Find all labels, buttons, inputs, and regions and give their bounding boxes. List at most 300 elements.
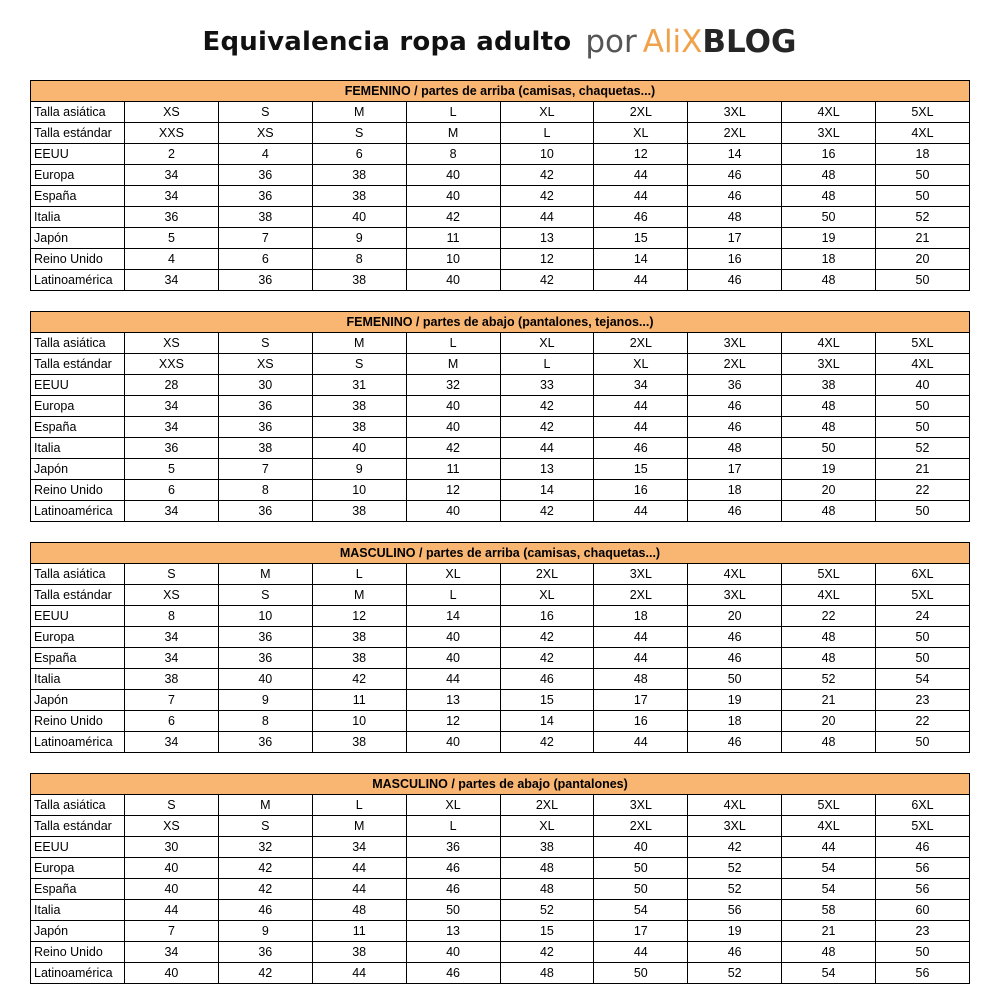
size-cell: 22 (782, 606, 876, 627)
size-cell: 36 (125, 207, 219, 228)
size-cell: 44 (594, 396, 688, 417)
size-cell: 38 (312, 396, 406, 417)
size-cell: 58 (782, 900, 876, 921)
size-cell: 42 (218, 963, 312, 984)
size-cell: 46 (876, 837, 970, 858)
size-cell: 44 (594, 165, 688, 186)
size-cell: 36 (218, 165, 312, 186)
size-cell: 34 (312, 837, 406, 858)
size-cell: 14 (500, 480, 594, 501)
row-label: Reino Unido (31, 480, 125, 501)
table-row (31, 459, 970, 480)
size-cell: 6XL (876, 564, 970, 585)
table-row (31, 711, 970, 732)
size-cell: 18 (782, 249, 876, 270)
size-cell: XXS (125, 123, 219, 144)
table-row (31, 438, 970, 459)
table-masculino-abajo (30, 773, 970, 984)
size-cell: 2XL (688, 354, 782, 375)
size-cell: 44 (782, 837, 876, 858)
row-label: Reino Unido (31, 942, 125, 963)
size-cell: S (218, 816, 312, 837)
size-cell: XL (594, 354, 688, 375)
size-cell: XS (125, 102, 219, 123)
size-cell: 34 (125, 165, 219, 186)
table-row (31, 963, 970, 984)
size-cell: M (406, 354, 500, 375)
size-cell: 40 (125, 858, 219, 879)
size-cell: L (312, 795, 406, 816)
table-row (31, 165, 970, 186)
size-cell: 5XL (876, 102, 970, 123)
size-cell: 9 (312, 459, 406, 480)
size-cell: 5XL (876, 816, 970, 837)
size-cell: 48 (782, 186, 876, 207)
row-label: Europa (31, 165, 125, 186)
size-cell: 36 (218, 186, 312, 207)
alixblog-logo (585, 24, 796, 60)
size-cell: 15 (500, 921, 594, 942)
row-label: Talla asiática (31, 564, 125, 585)
table-femenino-abajo (30, 311, 970, 522)
size-cell: L (406, 102, 500, 123)
table-row (31, 564, 970, 585)
table-row (31, 837, 970, 858)
table-row (31, 585, 970, 606)
size-cell: 34 (594, 375, 688, 396)
size-cell: M (406, 123, 500, 144)
size-cell: 54 (594, 900, 688, 921)
size-cell: 54 (876, 669, 970, 690)
row-label: Italia (31, 207, 125, 228)
size-cell: 28 (125, 375, 219, 396)
size-cell: 40 (406, 186, 500, 207)
size-cell: 4XL (688, 564, 782, 585)
size-cell: 36 (218, 627, 312, 648)
table-row (31, 795, 970, 816)
table-row (31, 123, 970, 144)
size-cell: 20 (688, 606, 782, 627)
table-row (31, 270, 970, 291)
size-cell: 4XL (876, 123, 970, 144)
size-cell: M (312, 333, 406, 354)
table-row (31, 858, 970, 879)
table-masculino-arriba (30, 542, 970, 753)
row-label: Talla asiática (31, 333, 125, 354)
size-cell: 18 (688, 480, 782, 501)
size-cell: 40 (406, 165, 500, 186)
size-cell: 42 (218, 879, 312, 900)
size-cell: 44 (594, 417, 688, 438)
size-cell: 38 (312, 186, 406, 207)
size-cell: 5XL (876, 333, 970, 354)
table-row (31, 879, 970, 900)
size-cell: 46 (500, 669, 594, 690)
size-cell: L (406, 816, 500, 837)
size-cell: 40 (406, 627, 500, 648)
size-cell: 40 (406, 270, 500, 291)
row-label: Latinoamérica (31, 270, 125, 291)
size-cell: 50 (876, 270, 970, 291)
size-cell: 20 (876, 249, 970, 270)
table-row (31, 501, 970, 522)
size-cell: 38 (500, 837, 594, 858)
size-cell: 46 (218, 900, 312, 921)
table-row (31, 249, 970, 270)
size-cell: 7 (125, 690, 219, 711)
size-cell: 44 (406, 669, 500, 690)
size-cell: 44 (125, 900, 219, 921)
size-cell: 5 (125, 228, 219, 249)
size-cell: 38 (312, 165, 406, 186)
size-cell: 10 (312, 711, 406, 732)
row-label: Europa (31, 627, 125, 648)
size-cell: 46 (594, 438, 688, 459)
row-label: Latinoamérica (31, 963, 125, 984)
row-label: Talla asiática (31, 795, 125, 816)
size-cell: 3XL (782, 123, 876, 144)
size-cell: 38 (312, 732, 406, 753)
size-cell: 24 (876, 606, 970, 627)
size-cell: 56 (688, 900, 782, 921)
size-cell: 46 (406, 879, 500, 900)
size-cell: M (218, 795, 312, 816)
size-cell: 34 (125, 417, 219, 438)
size-cell: 5XL (876, 585, 970, 606)
size-cell: 8 (125, 606, 219, 627)
size-cell: 52 (876, 207, 970, 228)
size-cell: 2XL (688, 123, 782, 144)
size-cell: 38 (218, 438, 312, 459)
page-header (0, 20, 999, 64)
table-row (31, 417, 970, 438)
size-cell: 46 (688, 270, 782, 291)
size-cell: 17 (594, 921, 688, 942)
size-cell: 40 (406, 396, 500, 417)
size-cell: 38 (218, 207, 312, 228)
size-cell: 40 (218, 669, 312, 690)
table-row (31, 207, 970, 228)
size-cell: 21 (876, 459, 970, 480)
row-label: EEUU (31, 144, 125, 165)
size-cell: XS (125, 585, 219, 606)
size-cell: 19 (782, 228, 876, 249)
row-label: España (31, 879, 125, 900)
size-cell: 13 (500, 228, 594, 249)
size-cell: 10 (218, 606, 312, 627)
size-cell: 34 (125, 942, 219, 963)
table-row (31, 228, 970, 249)
size-cell: 54 (782, 858, 876, 879)
size-cell: 46 (594, 207, 688, 228)
size-cell: 3XL (688, 585, 782, 606)
size-cell: 40 (125, 963, 219, 984)
table-row (31, 354, 970, 375)
size-cell: 19 (688, 690, 782, 711)
size-cell: 16 (782, 144, 876, 165)
size-cell: 50 (876, 732, 970, 753)
size-cell: 38 (312, 501, 406, 522)
size-cell: 3XL (688, 102, 782, 123)
table-header-row (31, 81, 970, 102)
size-cell: 40 (312, 207, 406, 228)
table-row (31, 921, 970, 942)
row-label: España (31, 186, 125, 207)
size-cell: 50 (876, 396, 970, 417)
size-cell: 23 (876, 921, 970, 942)
size-cell: 17 (688, 228, 782, 249)
size-cell: XS (125, 816, 219, 837)
size-cell: 42 (500, 648, 594, 669)
size-cell: 56 (876, 963, 970, 984)
size-cell: 48 (688, 438, 782, 459)
section-title: FEMENINO / partes de abajo (pantalones, tejanos...) (31, 312, 970, 333)
size-cell: 16 (500, 606, 594, 627)
table-row (31, 606, 970, 627)
size-cell: 15 (594, 459, 688, 480)
size-cell: 3XL (688, 816, 782, 837)
size-cell: 23 (876, 690, 970, 711)
size-cell: 42 (406, 207, 500, 228)
size-cell: 44 (312, 879, 406, 900)
size-cell: 9 (218, 690, 312, 711)
table-row (31, 900, 970, 921)
size-cell: 52 (782, 669, 876, 690)
size-cell: 44 (594, 732, 688, 753)
table-row (31, 648, 970, 669)
size-cell: 46 (688, 732, 782, 753)
row-label: Japón (31, 690, 125, 711)
size-cell: 40 (312, 438, 406, 459)
size-cell: 48 (782, 165, 876, 186)
size-cell: 31 (312, 375, 406, 396)
size-cell: L (406, 585, 500, 606)
size-cell: 32 (218, 837, 312, 858)
size-cell: 2XL (500, 564, 594, 585)
size-cell: 4XL (876, 354, 970, 375)
row-label: Latinoamérica (31, 501, 125, 522)
size-cell: 44 (312, 858, 406, 879)
size-cell: XS (218, 123, 312, 144)
size-cell: 42 (312, 669, 406, 690)
size-cell: 46 (688, 417, 782, 438)
logo-por-text: por (585, 24, 637, 60)
section-title: FEMENINO / partes de arriba (camisas, chaquetas...) (31, 81, 970, 102)
size-cell: 44 (594, 942, 688, 963)
size-cell: 42 (406, 438, 500, 459)
row-label: Italia (31, 669, 125, 690)
size-cell: 4 (218, 144, 312, 165)
row-label: Italia (31, 438, 125, 459)
table-row (31, 396, 970, 417)
size-cell: 21 (782, 690, 876, 711)
size-cell: 16 (594, 480, 688, 501)
size-cell: 17 (594, 690, 688, 711)
size-cell: 9 (218, 921, 312, 942)
size-cell: 36 (406, 837, 500, 858)
row-label: Japón (31, 921, 125, 942)
section-title: MASCULINO / partes de abajo (pantalones) (31, 774, 970, 795)
size-cell: S (312, 354, 406, 375)
section-title: MASCULINO / partes de arriba (camisas, chaquetas...) (31, 543, 970, 564)
size-cell: 46 (406, 858, 500, 879)
size-cell: 14 (688, 144, 782, 165)
size-cell: 18 (594, 606, 688, 627)
size-cell: 2XL (594, 585, 688, 606)
size-cell: 2XL (594, 333, 688, 354)
size-cell: 10 (312, 480, 406, 501)
size-cell: 12 (500, 249, 594, 270)
size-cell: 12 (594, 144, 688, 165)
size-cell: 60 (876, 900, 970, 921)
size-cell: 54 (782, 879, 876, 900)
size-cell: 38 (312, 627, 406, 648)
size-cell: 44 (594, 501, 688, 522)
size-cell: 36 (218, 942, 312, 963)
size-cell: 48 (688, 207, 782, 228)
row-label: Latinoamérica (31, 732, 125, 753)
size-cell: 38 (312, 942, 406, 963)
size-cell: 42 (500, 270, 594, 291)
size-cell: 7 (125, 921, 219, 942)
size-cell: 44 (500, 438, 594, 459)
size-cell: 42 (500, 942, 594, 963)
size-cell: 44 (312, 963, 406, 984)
size-cell: 10 (406, 249, 500, 270)
size-cell: M (312, 816, 406, 837)
size-cell: 34 (125, 627, 219, 648)
table-row (31, 942, 970, 963)
size-cell: 48 (782, 942, 876, 963)
size-cell: 8 (406, 144, 500, 165)
size-cell: 13 (406, 921, 500, 942)
size-cell: 7 (218, 228, 312, 249)
size-cell: S (125, 564, 219, 585)
size-cell: 19 (688, 921, 782, 942)
logo-blog-text: BLOG (702, 24, 797, 60)
size-cell: 46 (688, 648, 782, 669)
size-cell: 8 (312, 249, 406, 270)
size-cell: 4 (125, 249, 219, 270)
size-cell: 50 (876, 627, 970, 648)
size-cell: 20 (782, 480, 876, 501)
row-label: Talla estándar (31, 816, 125, 837)
size-cell: 13 (406, 690, 500, 711)
size-cell: 50 (688, 669, 782, 690)
size-cell: XL (500, 816, 594, 837)
row-label: Reino Unido (31, 249, 125, 270)
row-label: Europa (31, 396, 125, 417)
size-cell: 36 (218, 270, 312, 291)
size-cell: 14 (500, 711, 594, 732)
size-cell: 34 (125, 732, 219, 753)
size-cell: 22 (876, 711, 970, 732)
size-cell: 56 (876, 858, 970, 879)
size-cell: 52 (876, 438, 970, 459)
size-cell: 48 (500, 879, 594, 900)
size-cell: 5XL (782, 564, 876, 585)
size-cell: 17 (688, 459, 782, 480)
size-cell: 50 (594, 858, 688, 879)
size-cell: 42 (500, 417, 594, 438)
size-cell: 21 (876, 228, 970, 249)
size-cell: 50 (876, 417, 970, 438)
size-cell: 34 (125, 648, 219, 669)
size-cell: 15 (500, 690, 594, 711)
size-cell: 11 (312, 921, 406, 942)
size-cell: 30 (125, 837, 219, 858)
size-cell: 34 (125, 186, 219, 207)
size-cell: 50 (406, 900, 500, 921)
row-label: Talla asiática (31, 102, 125, 123)
size-cell: 54 (782, 963, 876, 984)
size-cell: 46 (688, 186, 782, 207)
size-cell: S (218, 585, 312, 606)
size-cell: 8 (218, 480, 312, 501)
size-cell: 48 (594, 669, 688, 690)
size-cell: 44 (594, 627, 688, 648)
size-cell: 6 (218, 249, 312, 270)
size-cell: 38 (782, 375, 876, 396)
size-cell: 4XL (782, 816, 876, 837)
size-cell: 42 (500, 165, 594, 186)
size-cell: 40 (594, 837, 688, 858)
size-cell: 4XL (782, 102, 876, 123)
size-cell: 3XL (782, 354, 876, 375)
row-label: España (31, 417, 125, 438)
size-cell: 30 (218, 375, 312, 396)
size-cell: 52 (688, 879, 782, 900)
table-row (31, 480, 970, 501)
size-cell: 11 (406, 228, 500, 249)
table-header-row (31, 312, 970, 333)
size-cell: 48 (782, 270, 876, 291)
size-cell: 50 (594, 963, 688, 984)
size-cell: 4XL (688, 795, 782, 816)
size-cell: 40 (406, 648, 500, 669)
size-cell: 12 (312, 606, 406, 627)
size-cell: 40 (406, 732, 500, 753)
size-cell: XL (406, 564, 500, 585)
table-femenino-arriba (30, 80, 970, 291)
size-cell: 40 (406, 501, 500, 522)
size-cell: 4XL (782, 585, 876, 606)
size-cell: 44 (594, 186, 688, 207)
size-cell: 42 (500, 627, 594, 648)
table-row (31, 669, 970, 690)
size-cell: 50 (782, 438, 876, 459)
size-cell: 52 (688, 858, 782, 879)
size-cell: 13 (500, 459, 594, 480)
size-cell: 6 (125, 711, 219, 732)
size-cell: 40 (125, 879, 219, 900)
row-label: EEUU (31, 837, 125, 858)
size-cell: XS (125, 333, 219, 354)
size-cell: XL (500, 585, 594, 606)
size-cell: 18 (876, 144, 970, 165)
size-cell: S (218, 333, 312, 354)
size-cell: 12 (406, 480, 500, 501)
size-cell: 50 (782, 207, 876, 228)
size-cell: M (218, 564, 312, 585)
size-cell: 21 (782, 921, 876, 942)
size-cell: 6 (312, 144, 406, 165)
table-row (31, 690, 970, 711)
size-cell: 46 (688, 942, 782, 963)
size-cell: 36 (218, 417, 312, 438)
row-label: España (31, 648, 125, 669)
size-cell: 5 (125, 459, 219, 480)
